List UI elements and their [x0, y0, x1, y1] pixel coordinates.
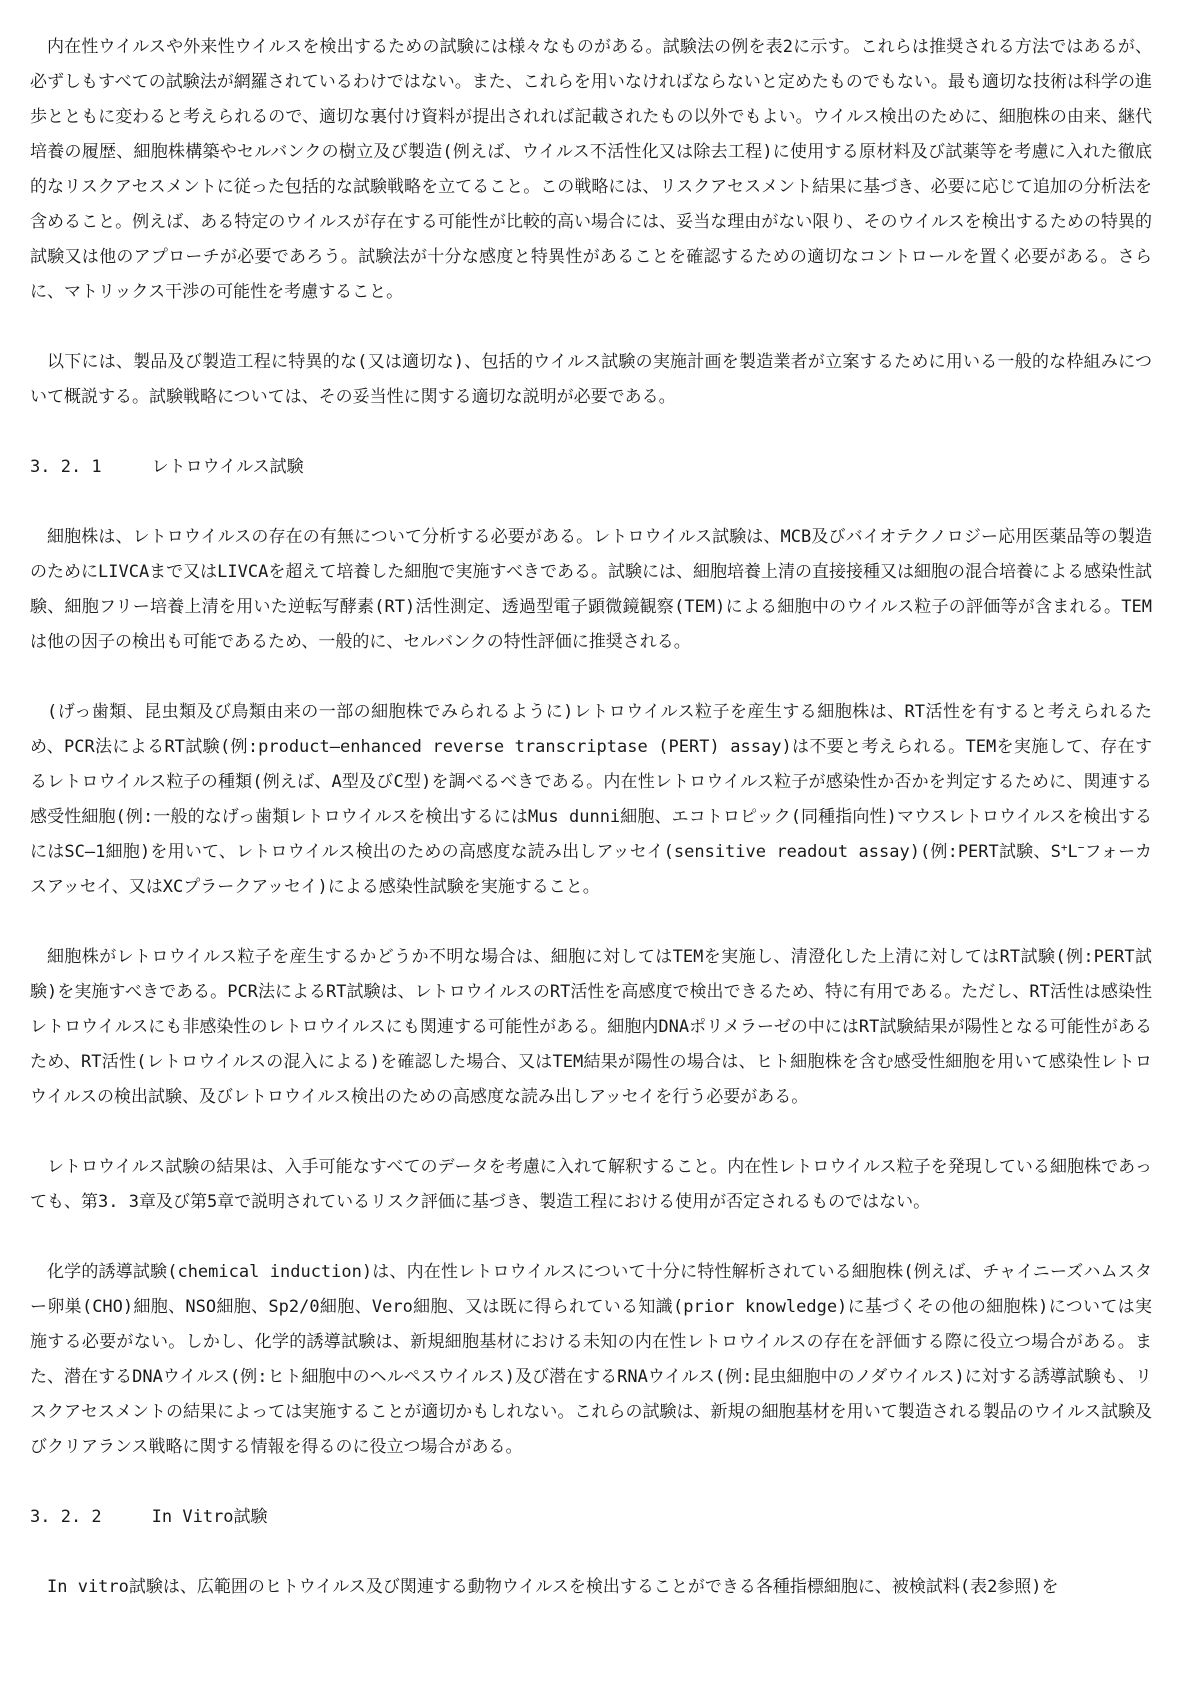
section-heading-retrovirus	[30, 450, 1152, 485]
paragraph-in-vitro-testing: In vitro試験は、広範囲のヒトウイルス及び関連する動物ウイルスを検出することができる各種指標細胞に、被検試料(表2参照)を	[47, 1577, 1059, 1597]
paragraph-chemical-induction: 化学的誘導試験(chemical induction)は、内在性レトロウイルスについて十分に特性解析されている細胞株(例えば、チャイニーズハムスター卵巣(CHO)細胞、NSO細胞、Sp2/0細胞、Vero細胞、又は既に得られている知識(prior knowledge)に基づくその他の細胞株)については実施する必要がない。しかし、化学的誘導試験は、新規細胞基材における未知の内在性レトロウイルスの存在を評価する際に役立つ場合がある。また、潜在するDNAウイルス(例:ヒト細胞中のヘルペスウイルス)及び潜在するRNAウイルス(例:昆虫細胞中のノダウイルス)に対する誘導試験も、リスクアセスメントの結果によっては実施することが適切かもしれない。これらの試験は、新規の細胞基材を用いて製造される製品のウイルス試験及びクリアランス戦略に関する情報を得るのに役立つ場合がある。	[30, 1262, 1152, 1457]
section-title: レトロウイルス試験	[151, 457, 304, 477]
section-number: 3. 2. 2	[30, 1507, 102, 1527]
section-number: 3. 2. 1	[30, 457, 102, 477]
paragraph-unknown-production: 細胞株がレトロウイルス粒子を産生するかどうか不明な場合は、細胞に対してはTEMを実施し、清澄化した上清に対してはRT試験(例:PERT試験)を実施すべきである。PCR法によるRT試験は、レトロウイルスのRT活性を高感度で検出できるため、特に有用である。ただし、RT活性は感染性レトロウイルスにも非感染性のレトロウイルスにも関連する可能性がある。細胞内DNAポリメラーゼの中にはRT試験結果が陽性となる可能性があるため、RT活性(レトロウイルスの混入による)を確認した場合、又はTEM結果が陽性の場合は、ヒト細胞株を含む感受性細胞を用いて感染性レトロウイルスの検出試験、及びレトロウイルス検出のための高感度な読み出しアッセイを行う必要がある。	[30, 947, 1152, 1107]
section-title: In Vitro試験	[151, 1507, 268, 1527]
paragraph-virus-testing-overview: 内在性ウイルスや外来性ウイルスを検出するための試験には様々なものがある。試験法の例を表2に示す。これらは推奨される方法ではあるが、必ずしもすべての試験法が網羅されているわけではない。また、これらを用いなければならないと定めたものでもない。最も適切な技術は科学の進歩とともに変わると考えられるので、適切な裏付け資料が提出されれば記載されたもの以外でもよい。ウイルス検出のために、細胞株の由来、継代培養の履歴、細胞株構築やセルバンクの樹立及び製造(例えば、ウイルス不活性化又は除去工程)に使用する原材料及び試薬等を考慮に入れた徹底的なリスクアセスメントに従った包括的な試験戦略を立てること。この戦略には、リスクアセスメント結果に基づき、必要に応じて追加の分析法を含めること。例えば、ある特定のウイルスが存在する可能性が比較的高い場合には、妥当な理由がない限り、そのウイルスを検出するための特異的試験又は他のアプローチが必要であろう。試験法が十分な感度と特異性があることを確認するための適切なコントロールを置く必要がある。さらに、マトリックス干渉の可能性を考慮すること。	[30, 37, 1152, 302]
paragraph-testing-framework: 以下には、製品及び製造工程に特異的な(又は適切な)、包括的ウイルス試験の実施計画を製造業者が立案するために用いる一般的な枠組みについて概説する。試験戦略については、その妥当性に関する適切な説明が必要である。	[30, 352, 1152, 407]
paragraph-retrovirus-analysis: 細胞株は、レトロウイルスの存在の有無について分析する必要がある。レトロウイルス試験は、MCB及びバイオテクノロジー応用医薬品等の製造のためにLIVCAまで又はLIVCAを超えて培養した細胞で実施すべきである。試験には、細胞培養上清の直接接種又は細胞の混合培養による感染性試験、細胞フリー培養上清を用いた逆転写酵素(RT)活性測定、透過型電子顕微鏡観察(TEM)による細胞中のウイルス粒子の評価等が含まれる。TEMは他の因子の検出も可能であるため、一般的に、セルバンクの特性評価に推奨される。	[30, 527, 1153, 652]
paragraph-result-interpretation: レトロウイルス試験の結果は、入手可能なすべてのデータを考慮に入れて解釈すること。内在性レトロウイルス粒子を発現している細胞株であっても、第3. 3章及び第5章で説明されているリスク評価に基づき、製造工程における使用が否定されるものではない。	[30, 1157, 1152, 1212]
paragraph-retrovirus-particles: (げっ歯類、昆虫類及び鳥類由来の一部の細胞株でみられるように)レトロウイルス粒子を産生する細胞株は、RT活性を有すると考えられるため、PCR法によるRT試験(例:product—enhanced reverse transcriptase (PERT) assay)は不要と考えられる。TEMを実施して、存在するレトロウイルス粒子の種類(例えば、A型及びC型)を調べるべきである。内在性レトロウイルス粒子が感染性か否かを判定するために、関連する感受性細胞(例:一般的なげっ歯類レトロウイルスを検出するにはMus dunni細胞、エコトロピック(同種指向性)マウスレトロウイルスを検出するにはSC—1細胞)を用いて、レトロウイルス検出のための高感度な読み出しアッセイ(sensitive readout assay)(例:PERT試験、S+L−フォーカスアッセイ、又はXCプラークアッセイ)による感染性試験を実施すること。	[30, 702, 1152, 897]
document-page	[30, 30, 1152, 1605]
section-heading-in-vitro	[30, 1500, 1152, 1535]
